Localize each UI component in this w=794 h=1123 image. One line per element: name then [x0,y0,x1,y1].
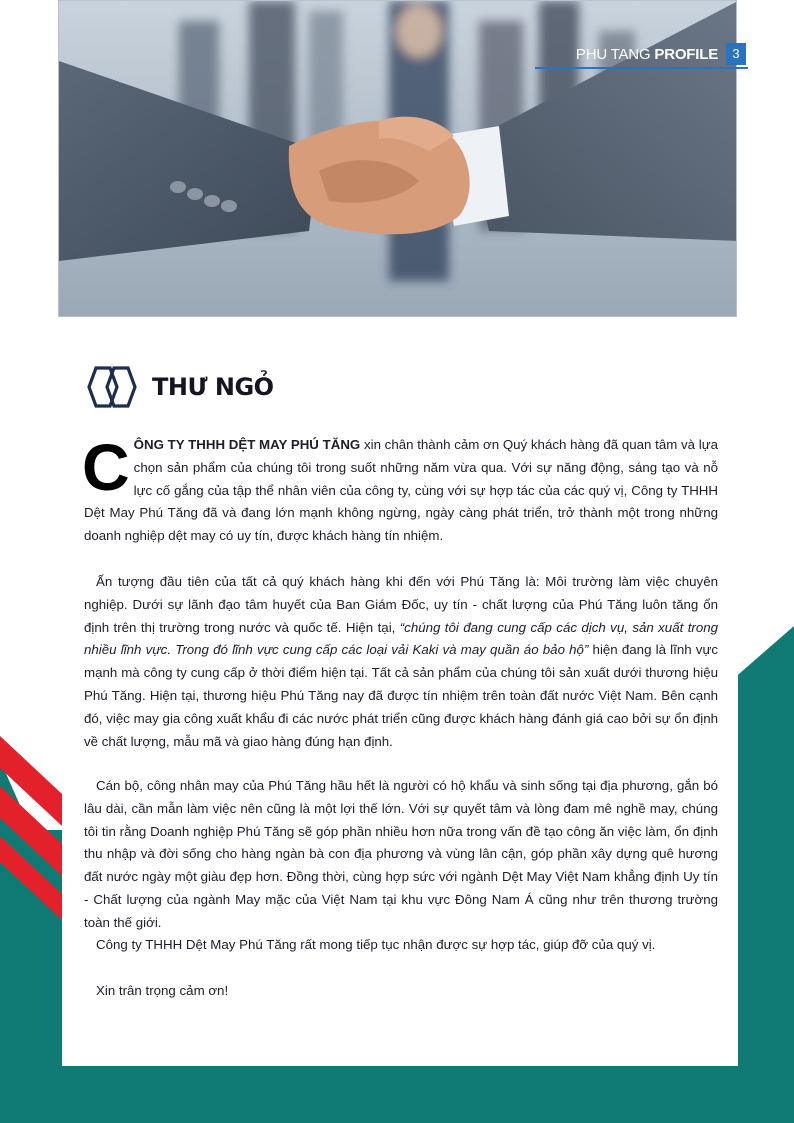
paragraph-cooperation: Công ty THHH Dệt May Phú Tăng rất mong tiếp tục nhận được sự hợp tác, giúp đỡ của quý vị. [96,937,656,952]
paragraph-impression-end: hiện đang là lĩnh vực mạnh mà công ty cung cấp ở thời điểm hiện tại. Tất cả sản phẩm của chúng tôi sản xuất dưới thương hiệu Phú Tăng. Hiện tại, thương hiệu Phú Tăng nay đã được tín nhiệm trên toàn đất nước Việt Nam. Bên cạnh đó, việc may gia công xuất khẩu đi các nước phát triển cũng được khách hàng đánh giá cao bởi sự ổn định về chất lượng, mẫu mã và giao hàng đúng hạn định. [84,642,718,749]
section-title: THƯ NGỎ [152,373,274,401]
header-brand [576,46,726,63]
paragraph-thanks: Xin trân trọng cảm ơn! [96,983,229,998]
header-brand-light: PHU TANG [575,45,651,63]
paragraph-impression-start: Ấn tượng đầu tiên của tất cả quý khách hàng khi đến với Phú Tăng là: Môi trường làm việc chuyên nghiệp. Dưới sự lãnh đạo tâm huyết của Ban Giám Đốc, uy tín - chất lượng của Phú Tăng luôn tăng ổn định trên thị trường trong nước và quốc tế. Hiện tại, [84,574,718,635]
company-name-lead: ÔNG TY THHH DỆT MAY PHÚ TĂNG [133,437,361,452]
paragraph-workforce: Cán bộ, công nhân may của Phú Tăng hầu hết là người có hộ khẩu và sinh sống tại địa phương, gắn bó lâu dài, cần mẫn làm việc nên cũng là một lợi thế lớn. Với sự quyết tâm và lòng đam mê nghề may, chúng tôi tin rằng Doanh nghiệp Phú Tăng sẽ góp phần nhiều hơn nữa trong vấn đề tạo công ăn việc làm, ổn định thu nhập và đời sống cho hàng ngàn bà con địa phương và vùng lân cận, góp phần xây dựng quê hương đất nước ngày một giàu đẹp hơn. Đồng thời, cùng hợp sức với ngành Dệt May Việt Nam khẳng định Uy tín - Chất lượng của ngành May mặc của Việt Nam tại khu vực Đông Nam Á cũng như trên thương trường toàn thế giới. [84,778,718,930]
paragraph-intro [82,430,719,548]
paragraph-impression-quote: “chúng tôi đang cung cấp các dịch vụ, sản xuất trong nhiều lĩnh vực. Trong đó lĩnh vực cung cấp các loại vải Kaki và may quần áo bảo hộ” [84,619,719,658]
header-brand-tag [576,43,746,65]
header-underline [535,67,748,69]
page-number: 3 [726,43,746,65]
hexagon-logo-icon [84,366,140,408]
header-brand-bold: PROFILE [654,45,718,63]
drop-cap: C [82,430,130,504]
section-heading [84,366,274,408]
paragraph-intro-text: xin chân thành cảm ơn Quý khách hàng đã quan tâm và lựa chọn sản phẩm của chúng tôi trong suốt những năm vừa qua. Với sự năng động, sáng tạo và nỗ lực cố gắng của tập thể nhân viên của công ty, cùng với sự hợp tác của các quý vị, Công ty THHH Dệt May Phú Tăng đã và đang lớn mạnh không ngừng, ngày càng phát triển, trở thành một trong những doanh nghiệp dệt may có uy tín, được khách hàng tín nhiệm. [84,437,719,544]
paragraph-impression [84,571,718,753]
